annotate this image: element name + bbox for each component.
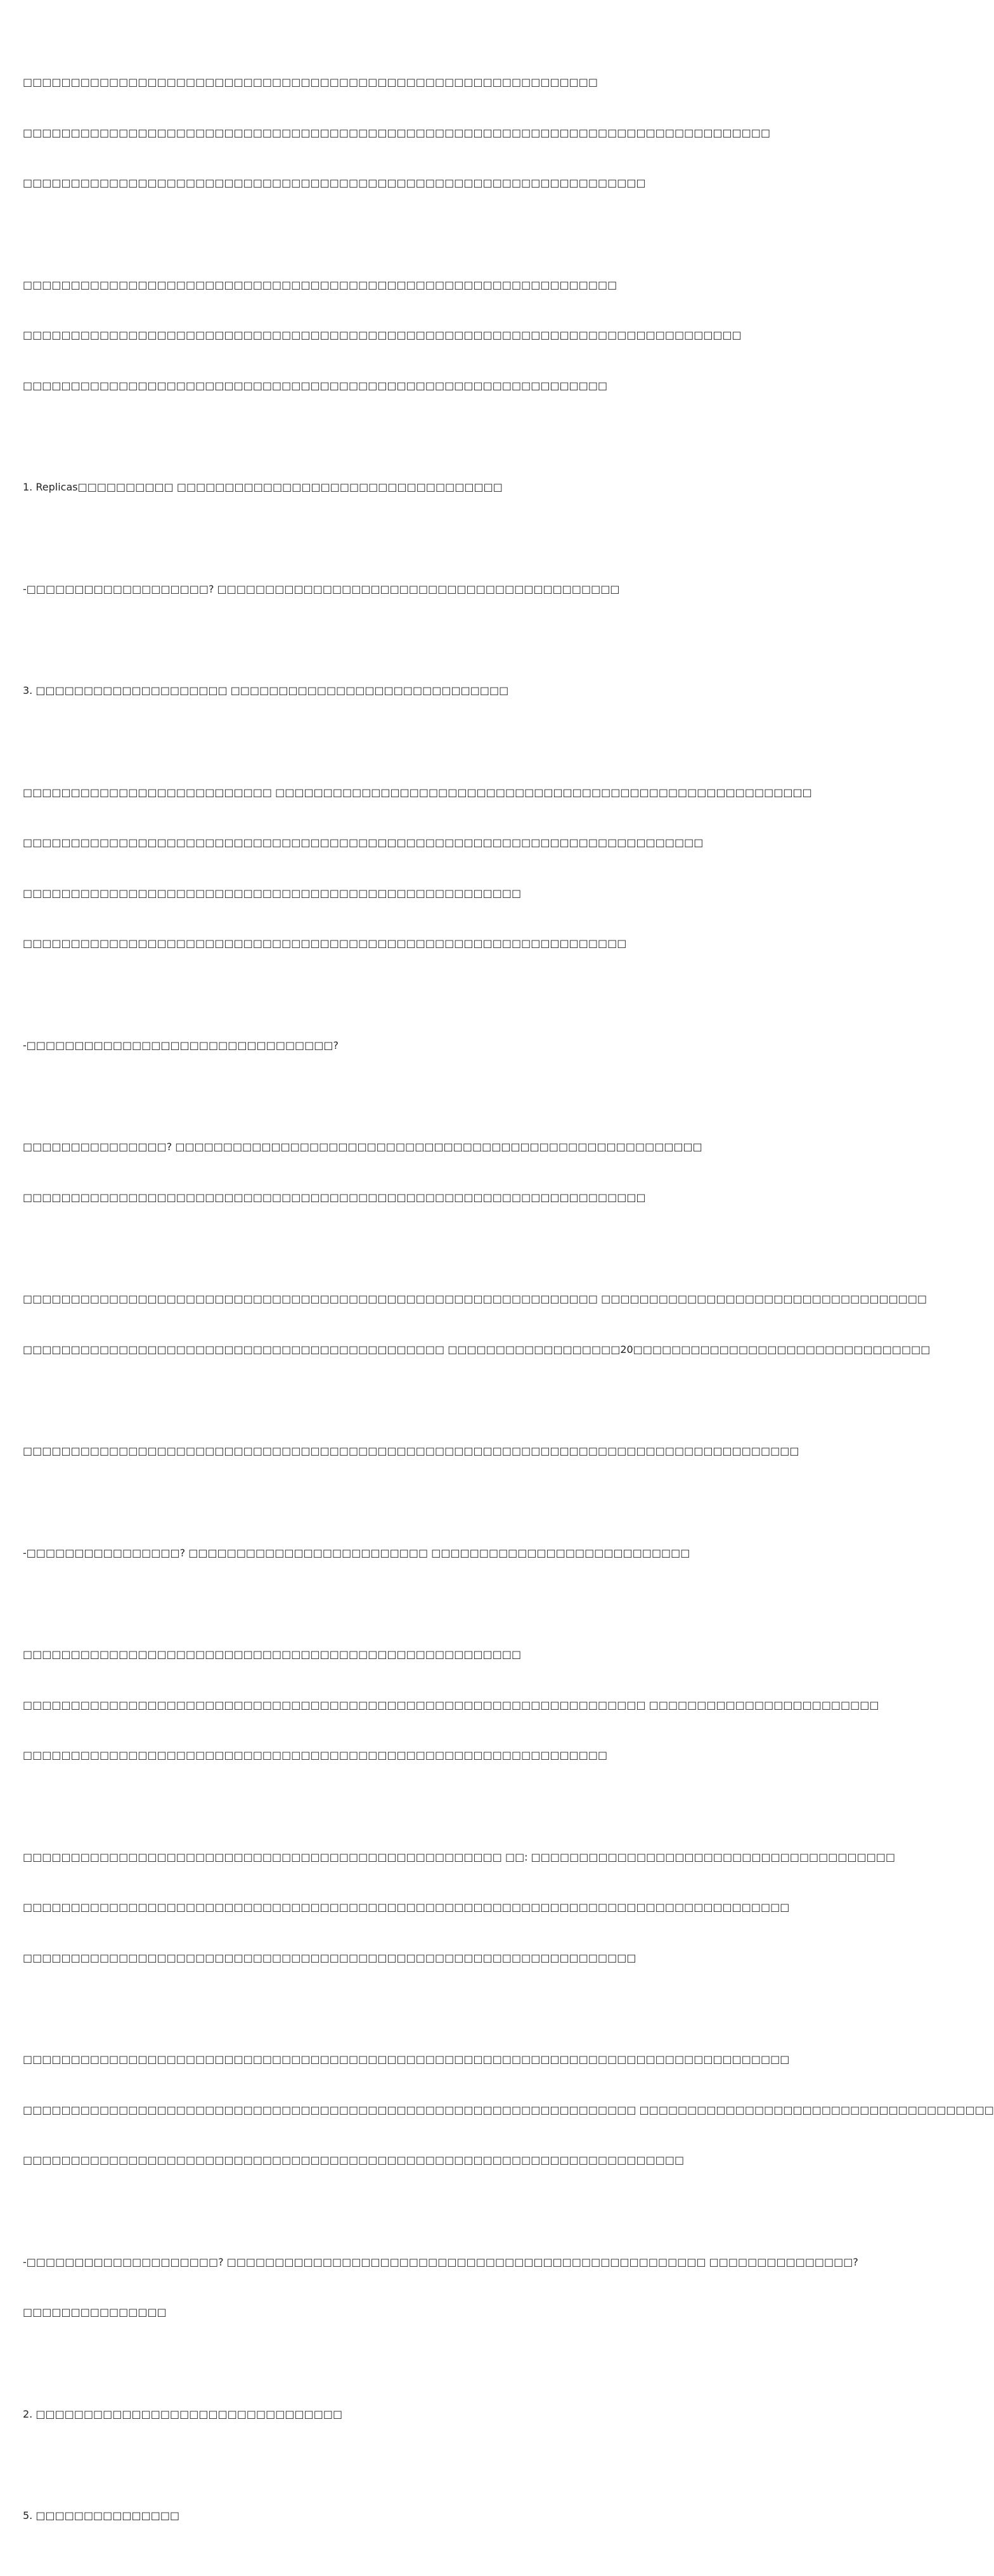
question-line (23, 548, 631, 632)
text-line: □□□□□□□□□□□□□□□□□□□□□□□□□□□□□□□□□□□□□□□□□□□□□□□□□□□□□□□□□□□□□□□□□□□□□□□ (23, 836, 704, 849)
text-line: □□□□□□□□□□□□□□□□□□□□□□□□□□□□□□□□□□□□□□□□□□□□□□□□□□□□□□□□□□□□□□□□□□□□□□□□□□□□□□□□□ (23, 1445, 799, 1457)
paragraph (23, 1613, 879, 1798)
text-line: □□□□□□□□□□□□□□□? □□□□□□□□□□□□□□□□□□□□□□□□□□□□□□□□□□□□□□□□□□□□□□□□□□□□□□□ (23, 1141, 702, 1153)
text-line: □□□□□□□□□□□□□□□□□□□□□□□□□□□□□□□□□□□□□□□□□□□□□□□□□□□□□□□□□□□□□□□ (23, 937, 627, 949)
text-line: □□□□□□□□□□□□□□□□□□□□□□□□□□□□□□□□□□□□□□□□□□□□□□□□□□ □□: □□□□□□□□□□□□□□□□□□□□□□□□□□□□□□□□□□□□□□ (23, 1850, 896, 1863)
text-line: -□□□□□□□□□□□□□□□□? □□□□□□□□□□□□□□□□□□□□□□□□□ □□□□□□□□□□□□□□□□□□□□□□□□□□□ (23, 1546, 690, 1559)
text-line: □□□□□□□□□□□□□□□□□□□□□□□□□□□□□□□□□□□□□□□□□□□□□□□□□□□□□□□□□□□□□ (23, 1749, 608, 1761)
text-line: □□□□□□□□□□□□□□□□□□□□□□□□□□□□□□□□□□□□□□□□□□□□□□□□□□□□□□□□□□□□□□□□□□□□□□□□□□□□□□ (23, 126, 771, 139)
text-line: □□□□□□□□□□□□□□□□□□□□□□□□□□□□□□□□□□□□□□□□□□□□□□□□□□□□□□□□□□□□□□□□ (23, 1951, 636, 1964)
text-line: □□□□□□□□□□□□□□□□□□□□□□□□□□□□□□□□□□□□□□□□□□□□ □□□□□□□□□□□□□□□□□□20□□□□□□□□□□□□□□□□□□□□□□□□□□□□□□□ (23, 1343, 931, 1355)
numbered-item (23, 649, 631, 733)
text-line: □□□□□□□□□□□□□□□□□□□□□□□□□□□□□□□□□□□□□□□□□□□□□□□□□□□□□□□□□□□□□□□□□□□□□ (23, 2154, 685, 2166)
text-line: -□□□□□□□□□□□□□□□□□□□□? □□□□□□□□□□□□□□□□□□□□□□□□□□□□□□□□□□□□□□□□□□□□□□□□□□ □□□□□□□□□□□□□□□? (23, 2255, 858, 2268)
paragraph (23, 243, 742, 428)
text-line: □□□□□□□□□□□□□□□□□□□□□□□□□□□□□□□□□□□□□□□□□□□□□□□□□□□□ (23, 887, 522, 899)
text-line: □□□□□□□□□□□□□□□□□□□□□□□□□□□□□□□□□□□□□□□□□□□□□□□□□□□□□□□□□□□□□□□□□□□□□□□□□□□□□□□□ (23, 1901, 790, 1913)
question-line (23, 2220, 858, 2355)
paragraph (23, 1409, 799, 1494)
text-line: 5. □□□□□□□□□□□□□□□ (23, 2509, 180, 2522)
text-line: □□□□□□□□□□□□□□□□□□□□□□□□□□□□□□□□□□□□□□□□□□□□□□□□□□□□□□□□□□□□□□□□□ □□□□□□□□□□□□□□□□□□□□□□□□ (23, 1698, 879, 1711)
text-line: 2. □□□□□□□□□□□□□□□□□□□□□□□□□□□□□□□□ (23, 2407, 343, 2420)
paragraph (23, 41, 771, 226)
numbered-item (23, 2373, 631, 2457)
text-line: □□□□□□□□□□□□□□□□□□□□□□□□□□□□□□□□□□□□□□□□□□□□□□□□□□□□ (23, 1648, 522, 1660)
text-line: □□□□□□□□□□□□□□□□□□□□□□□□□□□□□□□□□□□□□□□□□□□□□□□□□□□□□□□□□□□□□□□□□ (23, 177, 646, 189)
text-line: □□□□□□□□□□□□□□□□□□□□□□□□□□□□□□□□□□□□□□□□□□□□□□□□□□□□□□□□□□□□□□□□ □□□□□□□□□□□□□□□□□□□□□□□□□□□□□□□□□□□□□ (23, 2103, 994, 2116)
text-line: □□□□□□□□□□□□□□□□□□□□□□□□□□ □□□□□□□□□□□□□□□□□□□□□□□□□□□□□□□□□□□□□□□□□□□□□□□□□□□□□□□□ (23, 786, 812, 798)
document-body (23, 41, 994, 2576)
numbered-item (23, 445, 631, 530)
numbered-item (23, 2474, 631, 2558)
text-line: □□□□□□□□□□□□□□□□□□□□□□□□□□□□□□□□□□□□□□□□□□□□□□□□□□□□□□□□□□□□ (23, 76, 598, 88)
text-line: □□□□□□□□□□□□□□□□□□□□□□□□□□□□□□□□□□□□□□□□□□□□□□□□□□□□□□□□□□□□□□ (23, 278, 617, 291)
paragraph (23, 1105, 702, 1240)
text-line: □□□□□□□□□□□□□□□□□□□□□□□□□□□□□□□□□□□□□□□□□□□□□□□□□□□□□□□□□□□□□□□□□□□□□□□□□□□ (23, 329, 742, 341)
paragraph (23, 751, 812, 986)
question-line (23, 1511, 690, 1596)
text-line: □□□□□□□□□□□□□□□□□□□□□□□□□□□□□□□□□□□□□□□□□□□□□□□□□□□□□□□□□□□□□ (23, 379, 608, 392)
text-line: -□□□□□□□□□□□□□□□□□□□? □□□□□□□□□□□□□□□□□□□□□□□□□□□□□□□□□□□□□□□□□□ (23, 582, 620, 595)
text-line: □□□□□□□□□□□□□□□□□□□□□□□□□□□□□□□□□□□□□□□□□□□□□□□□□□□□□□□□□□□□□□□□□□□□□□□□□□□□□□□□ (23, 2053, 790, 2065)
paragraph (23, 1816, 896, 2001)
paragraph (23, 1257, 931, 1392)
paragraph (23, 2018, 994, 2203)
question-line (23, 1004, 631, 1088)
text-line: □□□□□□□□□□□□□□□□□□□□□□□□□□□□□□□□□□□□□□□□□□□□□□□□□□□□□□□□□□□□ □□□□□□□□□□□□□□□□□□□□□□□□□□□□□□□□□□ (23, 1293, 927, 1305)
text-line: 1. Replicas□□□□□□□□□□ □□□□□□□□□□□□□□□□□□□□□□□□□□□□□□□□□□ (23, 481, 503, 493)
text-line: □□□□□□□□□□□□□□□ (23, 2306, 167, 2318)
text-line: 3. □□□□□□□□□□□□□□□□□□□□ □□□□□□□□□□□□□□□□□□□□□□□□□□□□□ (23, 684, 509, 696)
text-line: □□□□□□□□□□□□□□□□□□□□□□□□□□□□□□□□□□□□□□□□□□□□□□□□□□□□□□□□□□□□□□□□□ (23, 1191, 646, 1203)
text-line: -□□□□□□□□□□□□□□□□□□□□□□□□□□□□□□□□? (23, 1039, 339, 1051)
